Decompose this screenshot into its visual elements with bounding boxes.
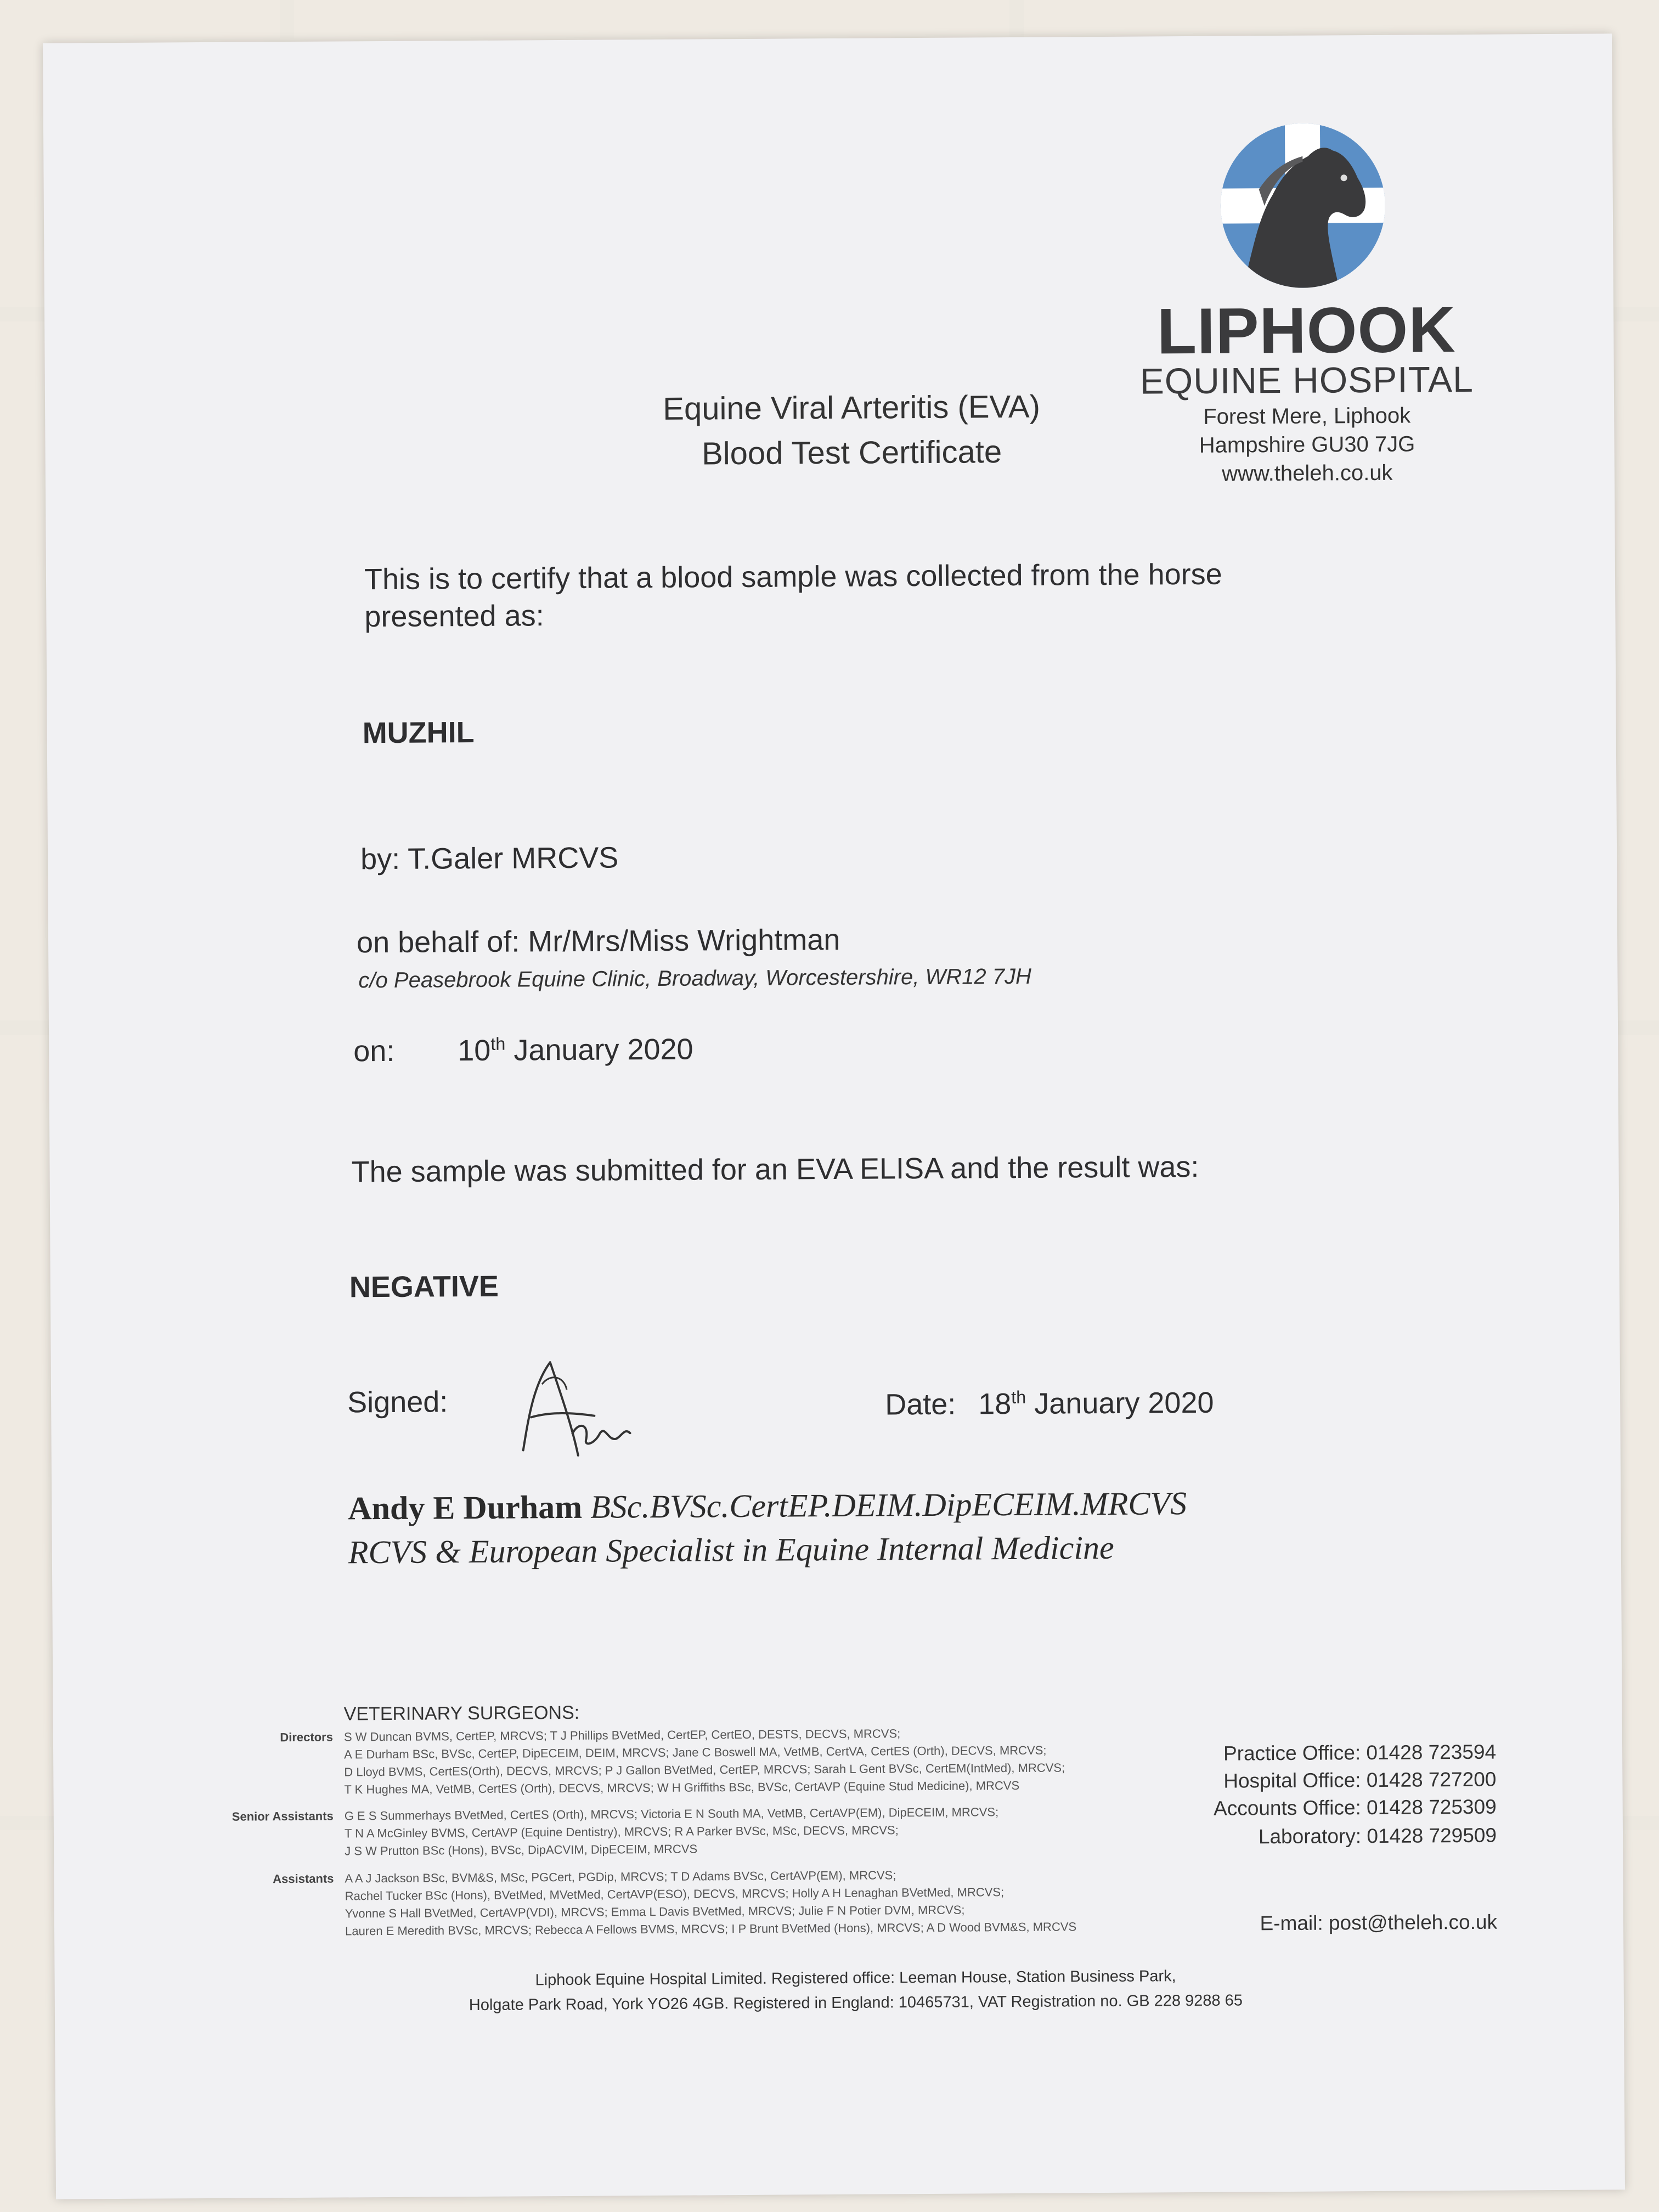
submission-text: The sample was submitted for an EVA ELISA and the result was: xyxy=(351,1150,1199,1189)
hospital-office-phone: Hospital Office: 01428 727200 xyxy=(1223,1768,1497,1792)
vets-heading: VETERINARY SURGEONS: xyxy=(343,1702,580,1725)
address-line: Hampshire GU30 7JG xyxy=(1199,432,1415,458)
list-item: G E S Summerhays BVetMed, CertES (Orth), MRCVS; Victoria E N South MA, VetMB, CertAVP(EM), DipECEIM, MRCVS; xyxy=(344,1805,999,1823)
test-result: NEGATIVE xyxy=(349,1269,499,1304)
address-line: Forest Mere, Liphook xyxy=(1203,403,1411,429)
signatory-name: Andy E Durham BSc.BVSc.CertEP.DEIM.DipECEIM.MRCVS xyxy=(348,1485,1187,1527)
tile-grout xyxy=(1009,0,1024,38)
logo-subtitle: EQUINE HOSPITAL xyxy=(1139,358,1474,402)
logo-wordmark: LIPHOOK xyxy=(1156,294,1456,368)
list-item: A E Durham BSc, BVSc, CertEP, DipECEIM, DEIM, MRCVS; Jane C Boswell MA, VetMB, CertVA, CertES (Orth), DECVS, MRCVS; xyxy=(344,1743,1047,1762)
signed-label: Signed: xyxy=(347,1385,448,1419)
list-item: S W Duncan BVMS, CertEP, MRCVS; T J Phillips BVetMed, CertEP, CertEO, DESTS, DECVS, MRCVS; xyxy=(343,1726,901,1744)
signed-date-label: Date: xyxy=(885,1387,956,1421)
practice-office-phone: Practice Office: 01428 723594 xyxy=(1223,1740,1497,1765)
collection-date-label: on: xyxy=(353,1034,395,1068)
assistants-label: Assistants xyxy=(273,1871,334,1886)
collected-by: by: T.Galer MRCVS xyxy=(360,841,619,876)
list-item: A A J Jackson BSc, BVM&S, MSc, PGCert, PGDip, MRCVS; T D Adams BVSc, CertAVP(EM), MRCVS; xyxy=(345,1868,896,1886)
website-link[interactable]: www.theleh.co.uk xyxy=(1222,460,1393,486)
list-item: J S W Prutton BSc (Hons), BVSc, DipACVIM, DipECEIM, MRCVS xyxy=(345,1842,698,1858)
senior-assistants-label: Senior Assistants xyxy=(232,1809,334,1824)
list-item: Rachel Tucker BSc (Hons), BVetMed, MVetMed, CertAVP(ESO), DECVS, MRCVS; Holly A H Lenaghan BVetMed, MRCVS; xyxy=(345,1885,1005,1903)
certificate-title: Equine Viral Arteritis (EVA) xyxy=(663,388,1041,427)
directors-label: Directors xyxy=(280,1730,333,1745)
tile-grout xyxy=(280,0,294,38)
laboratory-phone: Laboratory: 01428 729509 xyxy=(1258,1824,1497,1848)
collection-date: 10th January 2020 xyxy=(458,1032,693,1068)
list-item: Lauren E Meredith BVSc, MRCVS; Rebecca A Fellows BVMS, MRCVS; I P Brunt BVetMed (Hons), MRCVS; A D Wood BVM&S, MRCVS xyxy=(345,1920,1077,1938)
list-item: T N A McGinley BVMS, CertAVP (Equine Dentistry), MRCVS; R A Parker BVSc, MSc, DECVS, MRCVS; xyxy=(344,1823,899,1841)
company-registration: Liphook Equine Hospital Limited. Registered office: Leeman House, Station Business Park, xyxy=(535,1967,1176,1989)
accounts-office-phone: Accounts Office: 01428 725309 xyxy=(1213,1795,1497,1820)
handwritten-signature xyxy=(512,1351,655,1462)
signed-date: 18th January 2020 xyxy=(978,1386,1214,1421)
on-behalf-of: on behalf of: Mr/Mrs/Miss Wrightman xyxy=(356,923,840,960)
care-of-address: c/o Peasebrook Equine Clinic, Broadway, Worcestershire, WR12 7JH xyxy=(358,964,1032,993)
horse-logo-icon xyxy=(1220,123,1386,289)
list-item: Yvonne S Hall BVetMed, CertAVP(VDI), MRCVS; Emma L Davis BVetMed, MRCVS; Julie F N Potier DVM, MRCVS; xyxy=(345,1903,965,1921)
list-item: T K Hughes MA, VetMB, CertES (Orth), DECVS, MRCVS; W H Griffiths BSc, BVSc, CertAVP (Equine Stud Medicine), MRCVS xyxy=(344,1778,1020,1797)
email-link[interactable]: E-mail: post@theleh.co.uk xyxy=(1260,1910,1498,1935)
company-registration: Holgate Park Road, York YO26 4GB. Registered in England: 10465731, VAT Registration no. GB 228 9288 65 xyxy=(469,1991,1243,2015)
certificate-subtitle: Blood Test Certificate xyxy=(701,434,1002,472)
horse-name: MUZHIL xyxy=(362,715,475,750)
intro-text: This is to certify that a blood sample was collected from the horse xyxy=(364,557,1222,596)
signatory-role: RCVS & European Specialist in Equine Internal Medicine xyxy=(348,1529,1114,1571)
intro-text: presented as: xyxy=(364,599,544,634)
certificate-paper xyxy=(43,33,1625,2199)
list-item: D Lloyd BVMS, CertES(Orth), DECVS, MRCVS; P J Gallon BVetMed, CertEP, MRCVS; Sarah L Gent BVSc, CertEM(IntMed), MRCVS; xyxy=(344,1760,1065,1779)
